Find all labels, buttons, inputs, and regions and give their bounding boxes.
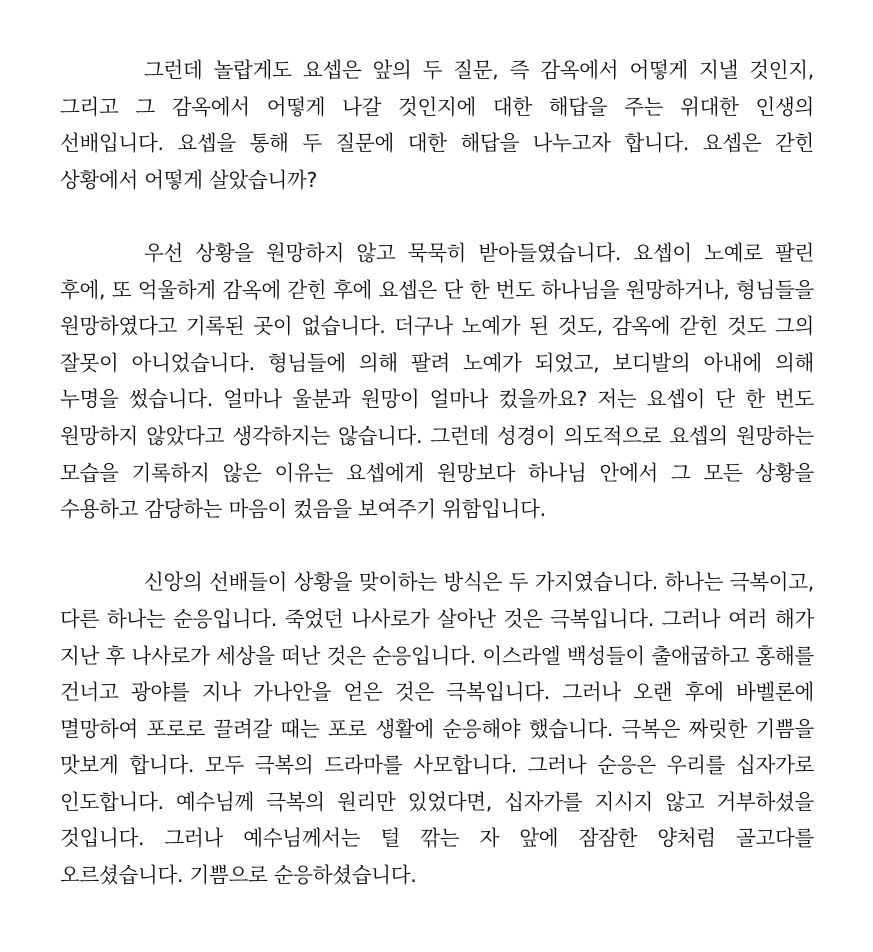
document-body [60,52,814,894]
paragraph-2: 우선 상황을 원망하지 않고 묵묵히 받아들였습니다. 요셉이 노예로 팔린 후에, 또 억울하게 감옥에 갇힌 후에 요셉은 단 한 번도 하나님을 원망하거나, 형님들을 원망하였다고 기록된 곳이 없습니다. 더구나 노예가 된 것도, 감옥에 갇힌 것도 그의 잘못이 아니었습니다. 형님들에 의해 팔려 노예가 되었고, 보디발의 아내에 의해 누명을 썼습니다. 얼마나 울분과 원망이 얼마나 컸을까요? 저는 요셉이 단 한 번도 원망하지 않았다고 생각하지는 않습니다. 그런데 성경이 의도적으로 요셉의 원망하는 모습을 기록하지 않은 이유는 요셉에게 원망보다 하나님 안에서 그 모든 상황을 수용하고 감당하는 마음이 컸음을 보여주기 위함입니다. [60,240,814,522]
paragraph-1: 그런데 놀랍게도 요셉은 앞의 두 질문, 즉 감옥에서 어떻게 지낼 것인지, 그리고 그 감옥에서 어떻게 나갈 것인지에 대한 해답을 주는 위대한 인생의 선배입니다. 요셉을 통해 두 질문에 대한 해답을 나누고자 합니다. 요셉은 갇힌 상황에서 어떻게 살았습니까? [60,58,814,192]
paragraph-3: 신앙의 선배들이 상황을 맞이하는 방식은 두 가지였습니다. 하나는 극복이고, 다른 하나는 순응입니다. 죽었던 나사로가 살아난 것은 극복입니다. 그러나 여러 해가 지난 후 나사로가 세상을 떠난 것은 순응입니다. 이스라엘 백성들이 출애굽하고 홍해를 건너고 광야를 지나 가나안을 얻은 것은 극복입니다. 그러나 오랜 후에 바벨론에 멸망하여 포로로 끌려갈 때는 포로 생활에 순응해야 했습니다. 극복은 짜릿한 기쁨을 맛보게 합니다. 모두 극복의 드라마를 사모합니다. 그러나 순응은 우리를 십자가로 인도합니다. 예수님께 극복의 원리만 있었다면, 십자가를 지시지 않고 거부하셨을 것입니다. 그러나 예수님께서는 털 깎는 자 앞에 잠잠한 양처럼 골고다를 오르셨습니다. 기쁨으로 순응하셨습니다. [60,570,814,888]
